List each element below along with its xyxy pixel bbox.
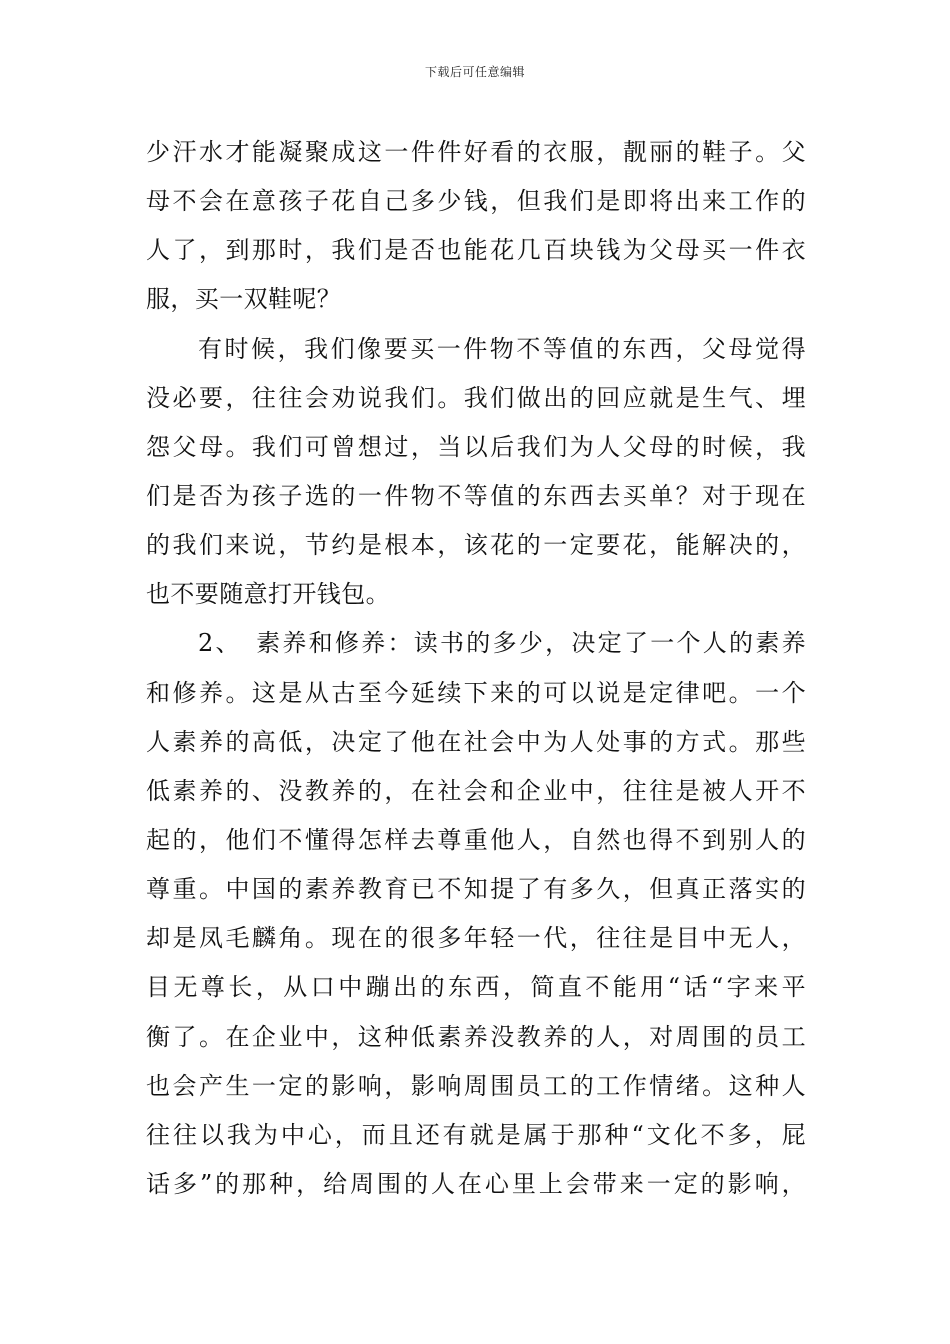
text-line: 人素养的高低，决定了他在社会中为人处事的方式。那些: [146, 727, 806, 756]
text-line: 人了，到那时，我们是否也能花几百块钱为父母买一件衣: [146, 236, 806, 265]
text-line: 服，买一双鞋呢？: [146, 285, 342, 314]
text-line: 少汗水才能凝聚成这一件件好看的衣服，靓丽的鞋子。父: [146, 138, 806, 166]
text-line: 起的，他们不懂得怎样去尊重他人，自然也得不到别人的: [146, 825, 806, 854]
text-line: 往往以我为中心，而且还有就是属于那种“文化不多，屁: [146, 1120, 806, 1149]
text-line: 怨父母。我们可曾想过，当以后我们为人父母的时候，我: [146, 432, 806, 461]
text-line: 也会产生一定的影响，影响周围员工的工作情绪。这种人: [146, 1071, 806, 1100]
text-line: 目无尊长，从口中蹦出的东西，简直不能用“话“字来平: [146, 973, 806, 1002]
text-line: 们是否为孩子选的一件物不等值的东西去买单？对于现在: [146, 481, 806, 510]
page-header: 下载后可任意编辑: [424, 65, 525, 79]
text-line: 和修养。这是从古至今延续下来的可以说是定律吧。一个: [146, 678, 806, 707]
paragraph-first-line: 有时候，我们像要买一件物不等值的东西，父母觉得: [198, 334, 806, 363]
text-line: 低素养的、没教养的，在社会和企业中，往往是被人开不: [146, 776, 806, 805]
section-heading-line: 2、 素养和修养：读书的多少，决定了一个人的素养: [198, 629, 806, 658]
text-line: 的我们来说，节约是根本，该花的一定要花，能解决的，: [146, 531, 806, 560]
text-line: 话多”的那种，给周围的人在心里上会带来一定的影响，: [146, 1169, 806, 1198]
text-line: 尊重。中国的素养教育已不知提了有多久，但真正落实的: [146, 875, 806, 904]
document-body: [146, 128, 806, 1209]
text-line: 也不要随意打开钱包。: [146, 580, 390, 609]
text-line: 衡了。在企业中，这种低素养没教养的人，对周围的员工: [146, 1022, 806, 1051]
text-line: 没必要，往往会劝说我们。我们做出的回应就是生气、埋: [146, 383, 806, 412]
text-line: 却是凤毛麟角。现在的很多年轻一代，往往是目中无人，: [146, 924, 806, 953]
text-line: 母不会在意孩子花自己多少钱，但我们是即将出来工作的: [146, 187, 806, 216]
